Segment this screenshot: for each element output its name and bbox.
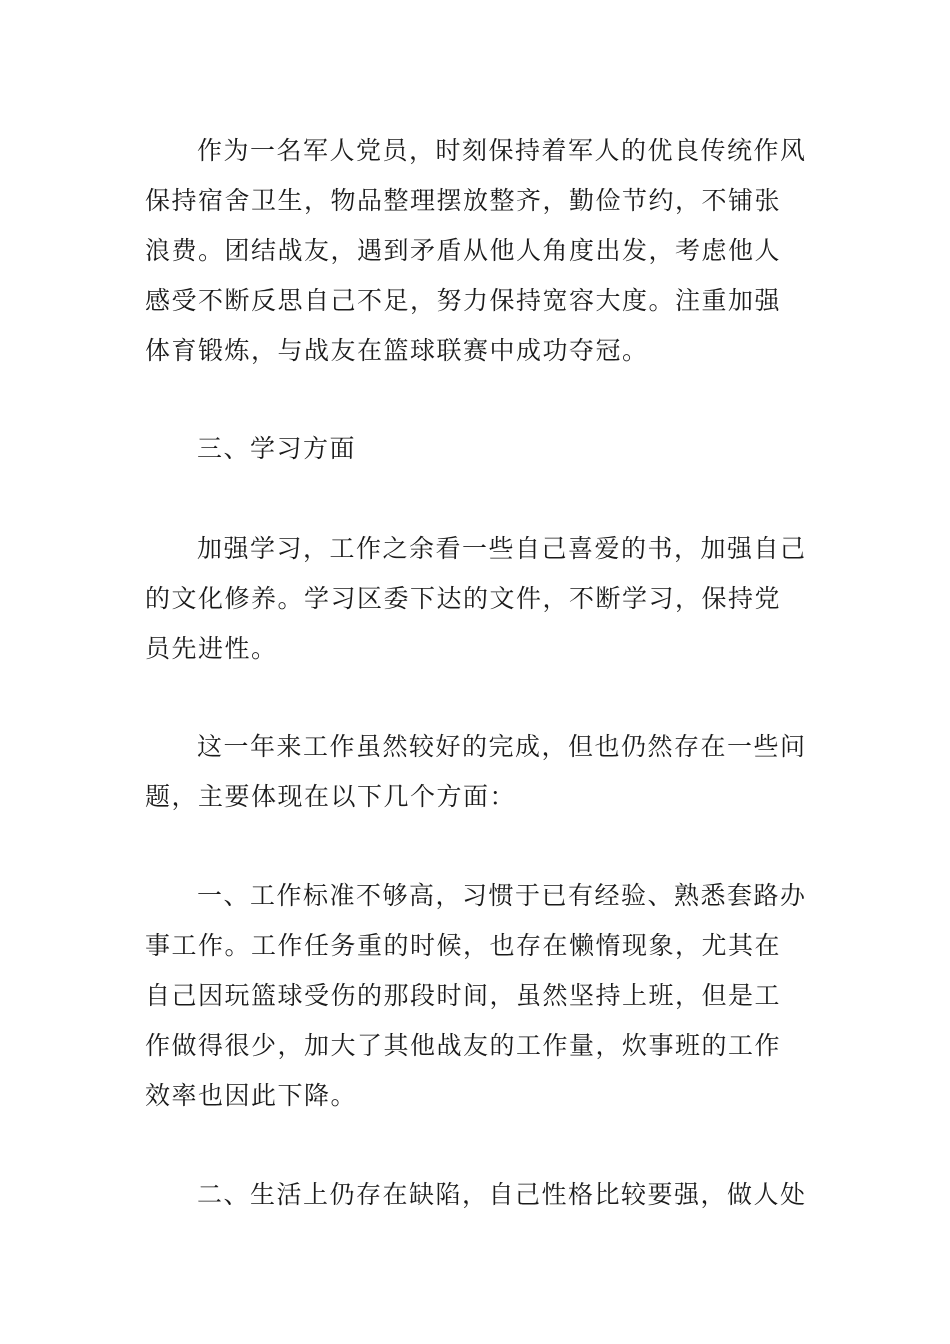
paragraph-problems-intro: 这一年来工作虽然较好的完成，但也仍然存在一些问题，主要体现在以下几个方面： [145,732,807,811]
paragraph-military-conduct: 作为一名军人党员，时刻保持着军人的优良传统作风保持宿舍卫生，物品整理摆放整齐，勤俭节约，不铺张浪费。团结战友，遇到矛盾从他人角度出发，考虑他人感受不断反思自己不足，努力保持宽容大度。注重加强体育锻炼，与战友在篮球联赛中成功夺冠。 [145,136,807,365]
paragraph-problem-two: 二、生活上仍存在缺陷，自己性格比较要强，做人处 [197,1180,807,1209]
section-heading-study: 三、学习方面 [197,434,357,463]
paragraph-study: 加强学习，工作之余看一些自己喜爱的书，加强自己的文化修养。学习区委下达的文件，不断学习，保持党员先进性。 [145,534,807,663]
paragraph-problem-one: 一、工作标准不够高，习惯于已有经验、熟悉套路办事工作。工作任务重的时候，也存在懒惰现象，尤其在自己因玩篮球受伤的那段时间，虽然坚持上班，但是工作做得很少，加大了其他战友的工作量，炊事班的工作效率也因此下降。 [145,881,807,1110]
